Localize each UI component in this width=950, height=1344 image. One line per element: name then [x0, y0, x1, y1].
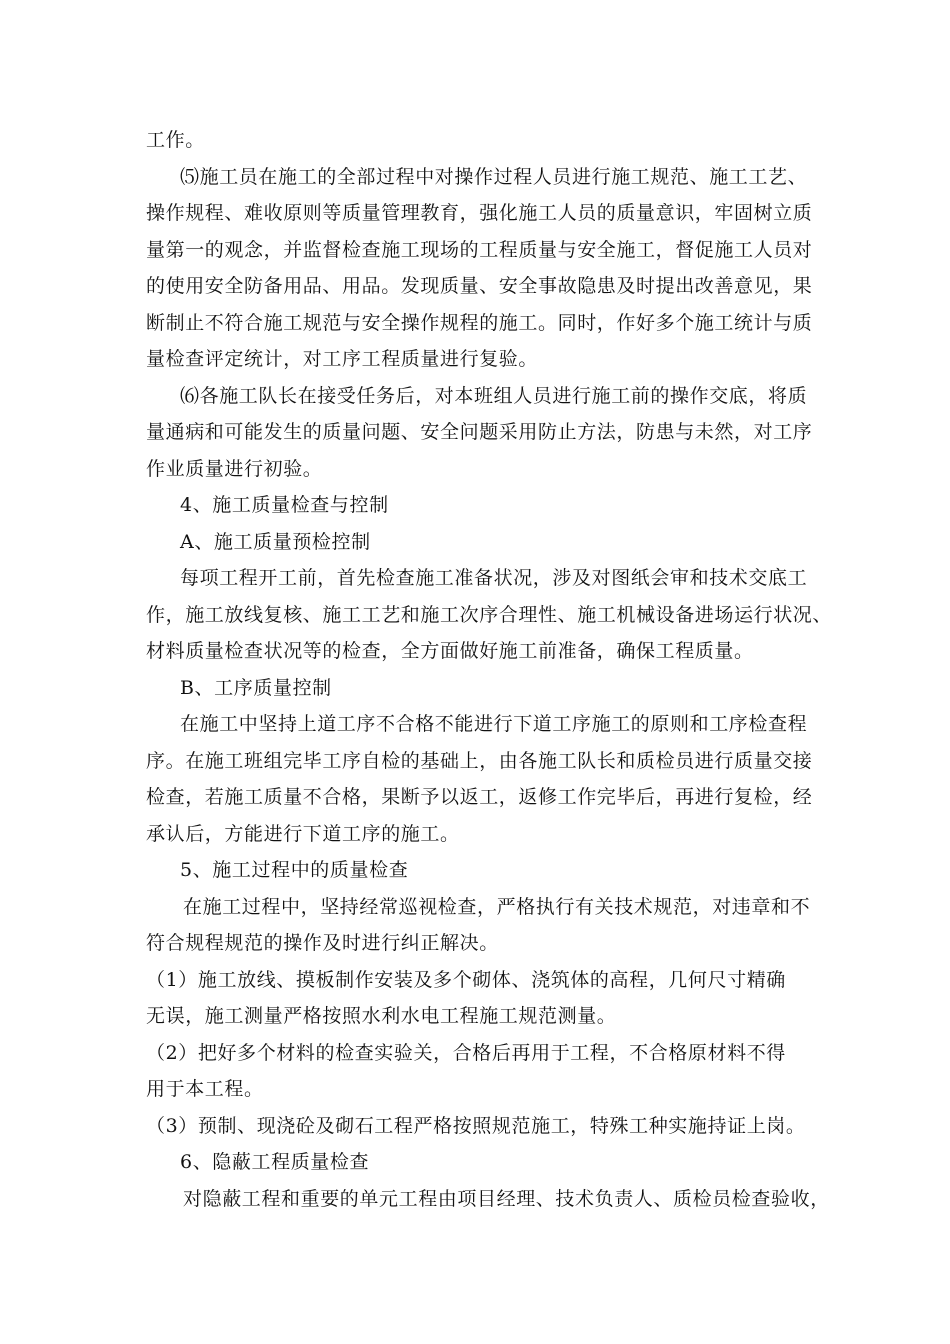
- text-line: ⑹各施工队长在接受任务后，对本班组人员进行施工前的操作交底，将质: [180, 385, 808, 407]
- subsection-heading: B、工序质量控制: [180, 677, 332, 699]
- list-item: （2）把好多个材料的检查实验关，合格后再用于工程，不合格原材料不得: [146, 1042, 786, 1064]
- text-line: 的使用安全防备用品、用品。发现质量、安全事故隐患及时提出改善意见，果: [146, 275, 813, 297]
- text-line: 对隐蔽工程和重要的单元工程由项目经理、技术负责人、质检员检查验收，: [183, 1188, 830, 1210]
- text-line: 量通病和可能发生的质量问题、安全问题采用防止方法，防患与未然，对工序: [146, 421, 813, 443]
- text-line: 符合规程规范的操作及时进行纠正解决。: [146, 932, 499, 954]
- text-line: 检查，若施工质量不合格，果断予以返工，返修工作完毕后，再进行复检，经: [146, 786, 813, 808]
- section-heading: 5、施工过程中的质量检查: [180, 859, 409, 881]
- text-line: 量第一的观念，并监督检查施工现场的工程质量与安全施工，督促施工人员对: [146, 239, 813, 261]
- text-line: 量检查评定统计，对工序工程质量进行复验。: [146, 348, 539, 370]
- text-line: 材料质量检查状况等的检查，全方面做好施工前准备，确保工程质量。: [146, 640, 754, 662]
- list-item: （3）预制、现浇砼及砌石工程严格按照规范施工，特殊工种实施持证上岗。: [146, 1115, 806, 1137]
- text-line: 操作规程、难收原则等质量管理教育，强化施工人员的质量意识，牢固树立质: [146, 202, 813, 224]
- text-line: 在施工中坚持上道工序不合格不能进行下道工序施工的原则和工序检查程: [180, 713, 808, 735]
- subsection-heading: A、施工质量预检控制: [180, 531, 371, 553]
- text-line: 工作。: [146, 129, 205, 151]
- text-line: 作业质量进行初验。: [146, 458, 323, 480]
- text-line: 序。在施工班组完毕工序自检的基础上，由各施工队长和质检员进行质量交接: [146, 750, 813, 772]
- list-item: （1）施工放线、摸板制作安装及多个砌体、浇筑体的高程，几何尺寸精确: [146, 969, 786, 991]
- text-line: ⑸施工员在施工的全部过程中对操作过程人员进行施工规范、施工工艺、: [180, 166, 808, 188]
- text-line: 承认后，方能进行下道工序的施工。: [146, 823, 460, 845]
- text-line: 在施工过程中，坚持经常巡视检查，严格执行有关技术规范，对违章和不: [183, 896, 811, 918]
- text-line: 断制止不符合施工规范与安全操作规程的施工。同时，作好多个施工统计与质: [146, 312, 813, 334]
- text-line: 无误，施工测量严格按照水利水电工程施工规范测量。: [146, 1005, 617, 1027]
- section-heading: 6、隐蔽工程质量检查: [180, 1151, 370, 1173]
- text-line: 每项工程开工前，首先检查施工准备状况，涉及对图纸会审和技术交底工: [180, 567, 808, 589]
- text-line: 作，施工放线复核、施工工艺和施工次序合理性、施工机械设备进场运行状况、: [146, 604, 833, 626]
- section-heading: 4、施工质量检查与控制: [180, 494, 389, 516]
- text-line: 用于本工程。: [146, 1078, 264, 1100]
